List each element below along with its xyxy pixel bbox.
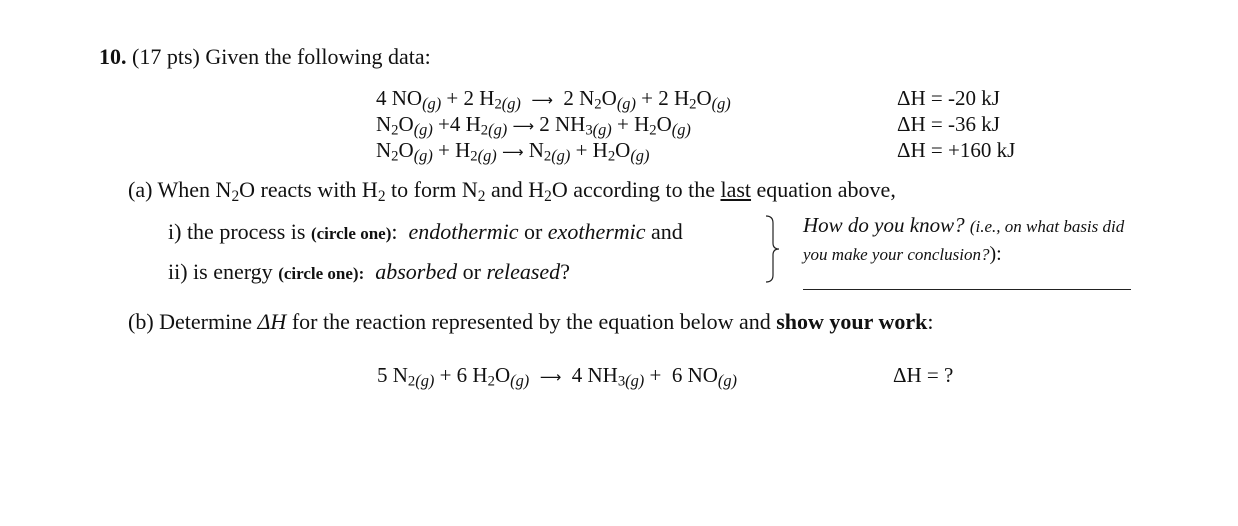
text: or [457,259,487,284]
question-header-text: (17 pts) Given the following data: [126,44,431,69]
arrow-icon: ⟶ [512,117,534,135]
option-released[interactable]: released [486,259,561,284]
brace-icon [762,214,784,284]
equation-1: 4 NO(g) + 2 $H_2(g)$ ⟶ 2 $N_2O(g) + 2$ $H_2O(g)$ [376,86,731,114]
answer-line[interactable] [803,289,1131,290]
conclusion-text: you make your conclusion? [803,245,990,264]
text: and [645,219,683,244]
show-work-bold: show your work [776,309,928,334]
arrow-icon: ⟶ [501,143,524,161]
option-endothermic[interactable]: endothermic [408,219,519,244]
text: ii) is energy [168,259,279,284]
circle-one-label: (circle one): [278,264,365,283]
part-a-i [168,219,683,245]
option-absorbed[interactable]: absorbed [375,259,458,284]
how-know-text: How do you know? [803,213,965,237]
equation-1-dh: ΔH = -20 kJ [897,86,1000,110]
text: equation above, [751,177,896,202]
text: ): [989,243,1002,265]
how-know-line-2 [803,243,1002,266]
text: and H [485,177,545,202]
how-know-basis: (i.e., on what basis did [969,217,1125,236]
option-exothermic[interactable]: exothermic [547,219,646,244]
circle-one-label: (circle one) [310,224,392,243]
target-dh: ΔH = ? [893,363,954,387]
arrow-icon: ⟶ [531,91,553,109]
question-header [99,44,431,70]
delta-h-symbol: ΔH [257,309,287,334]
part-a-intro: (a) When $N_2O$ reacts with $H_2$ to form $N_2$ and $H_2O$ according to the last equation above, [128,177,896,205]
text: for the reaction represented by the equation below and [286,309,777,334]
arrow-icon: ⟶ [539,368,562,386]
equation-3: $N_2O(g) + H_2(g)$ ⟶ $N_2(g) + H_2O(g)$ [376,138,650,166]
text: (a) When N [128,177,232,202]
text: : [927,309,934,334]
last-underlined: last [720,177,752,202]
equation-3-dh: ΔH = +160 kJ [897,138,1016,162]
part-a-ii [168,259,570,285]
how-know-line-1 [803,212,1124,240]
text: ? [560,259,570,284]
text: (b) Determine [128,309,258,334]
text: or [518,219,548,244]
text: i) the process is [168,219,311,244]
text: : [391,219,398,244]
text: O according to the [551,177,721,202]
part-b-prompt [128,309,934,335]
equation-2-dh: ΔH = -36 kJ [897,112,1000,136]
equation-2: $N_2O(g) +4$ $H_2(g)$ ⟶ 2 $NH_3(g) + H_2O(g)$ [376,112,691,140]
text: to form N [385,177,478,202]
question-number: 10. [99,44,127,69]
target-equation: 5 $N_2(g) + 6$ $H_2O(g)$ ⟶ 4 $NH_3(g) + 6$ NO(g) [377,363,737,391]
text: O reacts with H [239,177,378,202]
